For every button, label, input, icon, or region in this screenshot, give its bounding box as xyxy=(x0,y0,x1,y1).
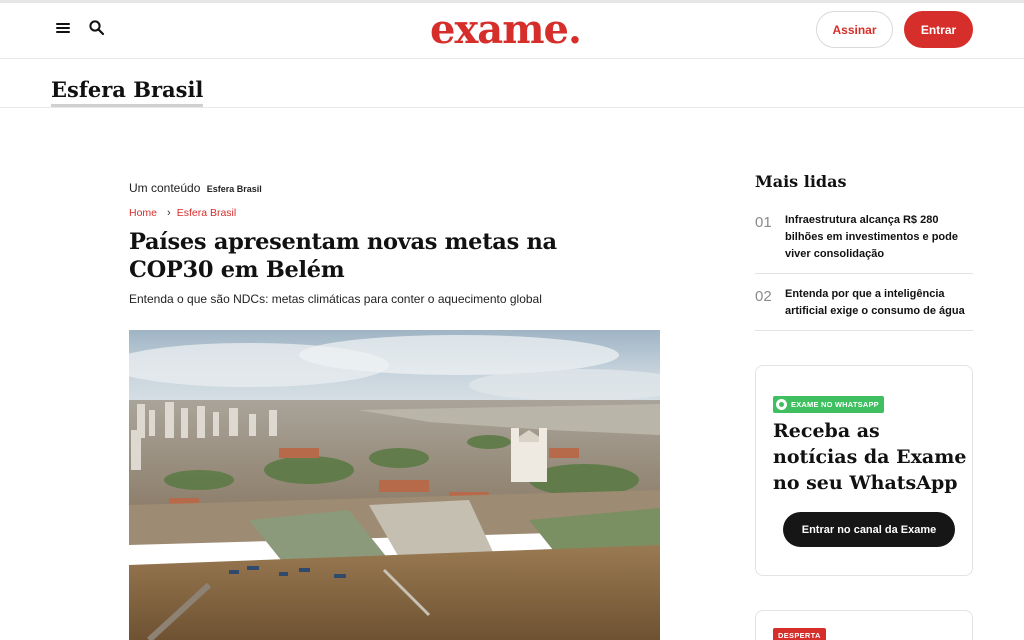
subscribe-button[interactable]: Assinar xyxy=(816,11,893,48)
divider xyxy=(755,273,973,274)
most-read-item-1[interactable] xyxy=(755,212,973,264)
exame-logo[interactable]: exame. xyxy=(430,6,581,53)
whatsapp-badge-label: EXAME NO WHATSAPP xyxy=(791,400,879,409)
breadcrumb-home[interactable]: Home xyxy=(129,207,158,219)
article-subtitle: Entenda o que são NDCs: metas climáticas para conter o aquecimento global xyxy=(129,292,542,306)
whatsapp-card-title: Receba as notícias da Exame no seu WhatsApp xyxy=(773,420,967,494)
section-title[interactable]: Esfera Brasil xyxy=(51,77,203,107)
breadcrumb xyxy=(129,207,236,219)
most-read-number: 01 xyxy=(755,214,772,231)
search-icon[interactable] xyxy=(88,19,106,37)
most-read-headline[interactable]: Entenda por que a inteligência artificial exige o consumo de água xyxy=(785,288,965,317)
most-read-item-2[interactable] xyxy=(755,286,973,322)
most-read-number: 02 xyxy=(755,288,772,305)
join-whatsapp-channel-button[interactable]: Entrar no canal da Exame xyxy=(783,512,955,547)
sponsor-prefix: Um conteúdo xyxy=(129,181,201,195)
breadcrumb-section[interactable]: Esfera Brasil xyxy=(176,207,237,219)
sponsor-name: Esfera Brasil xyxy=(206,184,262,194)
hero-image-belem-aerial xyxy=(129,330,660,640)
section-bar xyxy=(0,60,1024,108)
login-button[interactable]: Entrar xyxy=(904,11,973,48)
desperta-card xyxy=(755,610,973,640)
sponsor-line xyxy=(129,181,262,195)
whatsapp-icon xyxy=(776,399,787,410)
site-header xyxy=(0,3,1024,59)
article-headline: Países apresentam novas metas na COP30 em Belém xyxy=(129,229,557,283)
whatsapp-card xyxy=(755,365,973,576)
whatsapp-badge xyxy=(773,396,884,413)
hamburger-menu-icon[interactable] xyxy=(54,19,72,37)
most-read-headline[interactable]: Infraestrutura alcança R$ 280 bilhões em investimentos e pode viver consolidação xyxy=(785,214,958,260)
desperta-badge: DESPERTA xyxy=(773,628,826,640)
chevron-right-icon: › xyxy=(167,207,171,219)
divider xyxy=(755,330,973,331)
most-read-title: Mais lidas xyxy=(755,172,847,191)
